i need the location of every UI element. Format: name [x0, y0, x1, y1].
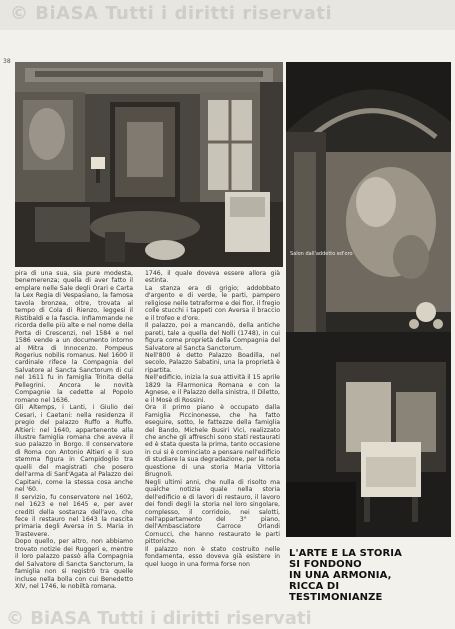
paragraph: Nell'800 è detto Palazzo Boadilla, nel secolo, Palazzo Sabatini, una la proprietà è ripartita.	[145, 351, 280, 374]
paragraph: Negli ultimi anni, che nulla di risolto ma qualche notizia quale nella storia dell'edificio e di lavori di restauro, il lavoro dei fondi degli la storia nel loro singolare, complesso, il corridoio, nei salotti, nell'appartamento del 3° piano, dell'Ambasciatore Carroce Orlandi Cornucci, che hanno restaurato le parti pittoriche.	[145, 478, 280, 546]
article-column-1	[15, 270, 133, 626]
paragraph: Dopo quello, per altro, non abbiamo trovato notizie dei Ruggeri e, mentre il loro palazzo passò alla Compagnia del Salvatore di Sancta Sanctorum, la famiglia non si registrò tra quelle incluse nella bolla con cui Benedetto XIV, nel 1746, le nobiltà romana.	[15, 538, 133, 591]
headline-line: IN UNA ARMONIA,	[289, 570, 392, 581]
salon-photo-left	[15, 62, 283, 267]
watermark-bottom: © BiASA Tutti i diritti riservati	[6, 608, 312, 629]
headline-line: SI FONDONO	[289, 559, 362, 570]
paragraph: Il palazzo, poi a mancandò, della antiche pareti, tale a quella del Nolli (1748), in cui figura come proprietà della Compagnia del Salvatore al Sancta Sanctorum.	[145, 322, 280, 352]
top-band	[0, 0, 455, 30]
watermark-top: © BiASA Tutti i diritti riservati	[10, 3, 333, 24]
article-column-2	[145, 270, 280, 610]
paragraph: Gli Altemps, i Lanti, i Giulio dei Cesari, i Caetani: nella residenza il pregio del palazzo Ruffo a Ruffo. Altieri: nel 1640, appartenente alla illustre famiglia romana che aveva il suo palazzo in Borgo. Il conservatore di Roma con Antonio Altieri e il suo stemma figura in Campidoglio tra quelli del magistrati che posero dell'arma di Sant'Agata al Palazzo dei Capitani, come la stessa cosa anche nel '60.	[15, 404, 133, 494]
paragraph: Ora il primo piano è occupato dalla Famiglia Piccinonesse, che ha fatto eseguire, sotto, le fattezze della famiglia del Bando, Michele Busiri Vici, realizzato che anche gli affreschi sono stati restaurati ed è stata questa la prima, tanto occasione in cui si è cominciato a pensare nell'edificio di studiare la sua degradazione, per la nota questione di una storia Maria Vittoria Brugnoli.	[145, 404, 280, 479]
paragraph: Il servizio, fu conservatore nel 1602, nel 1623 e nel 1645 e, per aver crediti della sostanza dell'avo, che fece il restauro nel 1643 la nascita primaria degli Aversa in S. Maria in Trastevere.	[15, 493, 133, 538]
paragraph: pira di una sua, sia pure modesta, benemerenza; quella di aver fatto il emplare nelle Sale degli Orari e Carta la Lex Regia di Vespasiano, la famosa tavola bronzea, oltre, trovata al tempo di Cola di Rienzo, leggesi il Ristibaldi e la fascia. Infiammande ne ricorda delle più alte e nel nome della Porta di Crescenzi, nel 1584 e nel 1586 vende a un documento intorno al Mitra di Innocenzo. Pompeus Rogerius nobilis romanus. Nel 1600 il cardinale rifece la Compagnia del Salvatore al Sancta Sanctorum di cui nel 1611 fu in famiglia Trinita della Pellegrini. Ancora le novità Compagnie la cedette al Popolo romano nel 1636.	[15, 270, 133, 404]
headline-line: TESTIMONIANZE	[289, 592, 383, 603]
ornate-hall-image	[286, 62, 451, 537]
headline-line: L'ARTE E LA STORIA	[289, 548, 402, 559]
photo-caption: Salon dall'addetto ed'oro	[290, 251, 353, 257]
article-headline	[289, 548, 454, 603]
salon-interior-image	[15, 62, 283, 267]
paragraph: Nell'edificio, inizia la sua attività il 15 aprile 1829 la Filarmonica Romana e con la Agnese, e il Palazzo della sinistra, Il Diletto, e il Mosè di Rossini.	[145, 374, 280, 404]
paragraph: La stanza era di grigio; addobbato d'argento e di verde, le parti, pampero religiose nelle tetraforme e dei fior, il fregio colle stucchi i tappeti con Aversa il braccio e il trofeo e d'ore.	[145, 284, 280, 322]
headline-line: RICCA DI	[289, 581, 340, 592]
paragraph: Il palazzo non è stato costruito nelle fondamenta, esso doveva già esistere in quel luogo in una forma forse non	[145, 545, 280, 568]
paragraph: 1746, il quale doveva essere allora già estinta.	[145, 270, 280, 285]
page-number: 38	[3, 58, 11, 65]
salon-photo-right	[286, 62, 451, 537]
